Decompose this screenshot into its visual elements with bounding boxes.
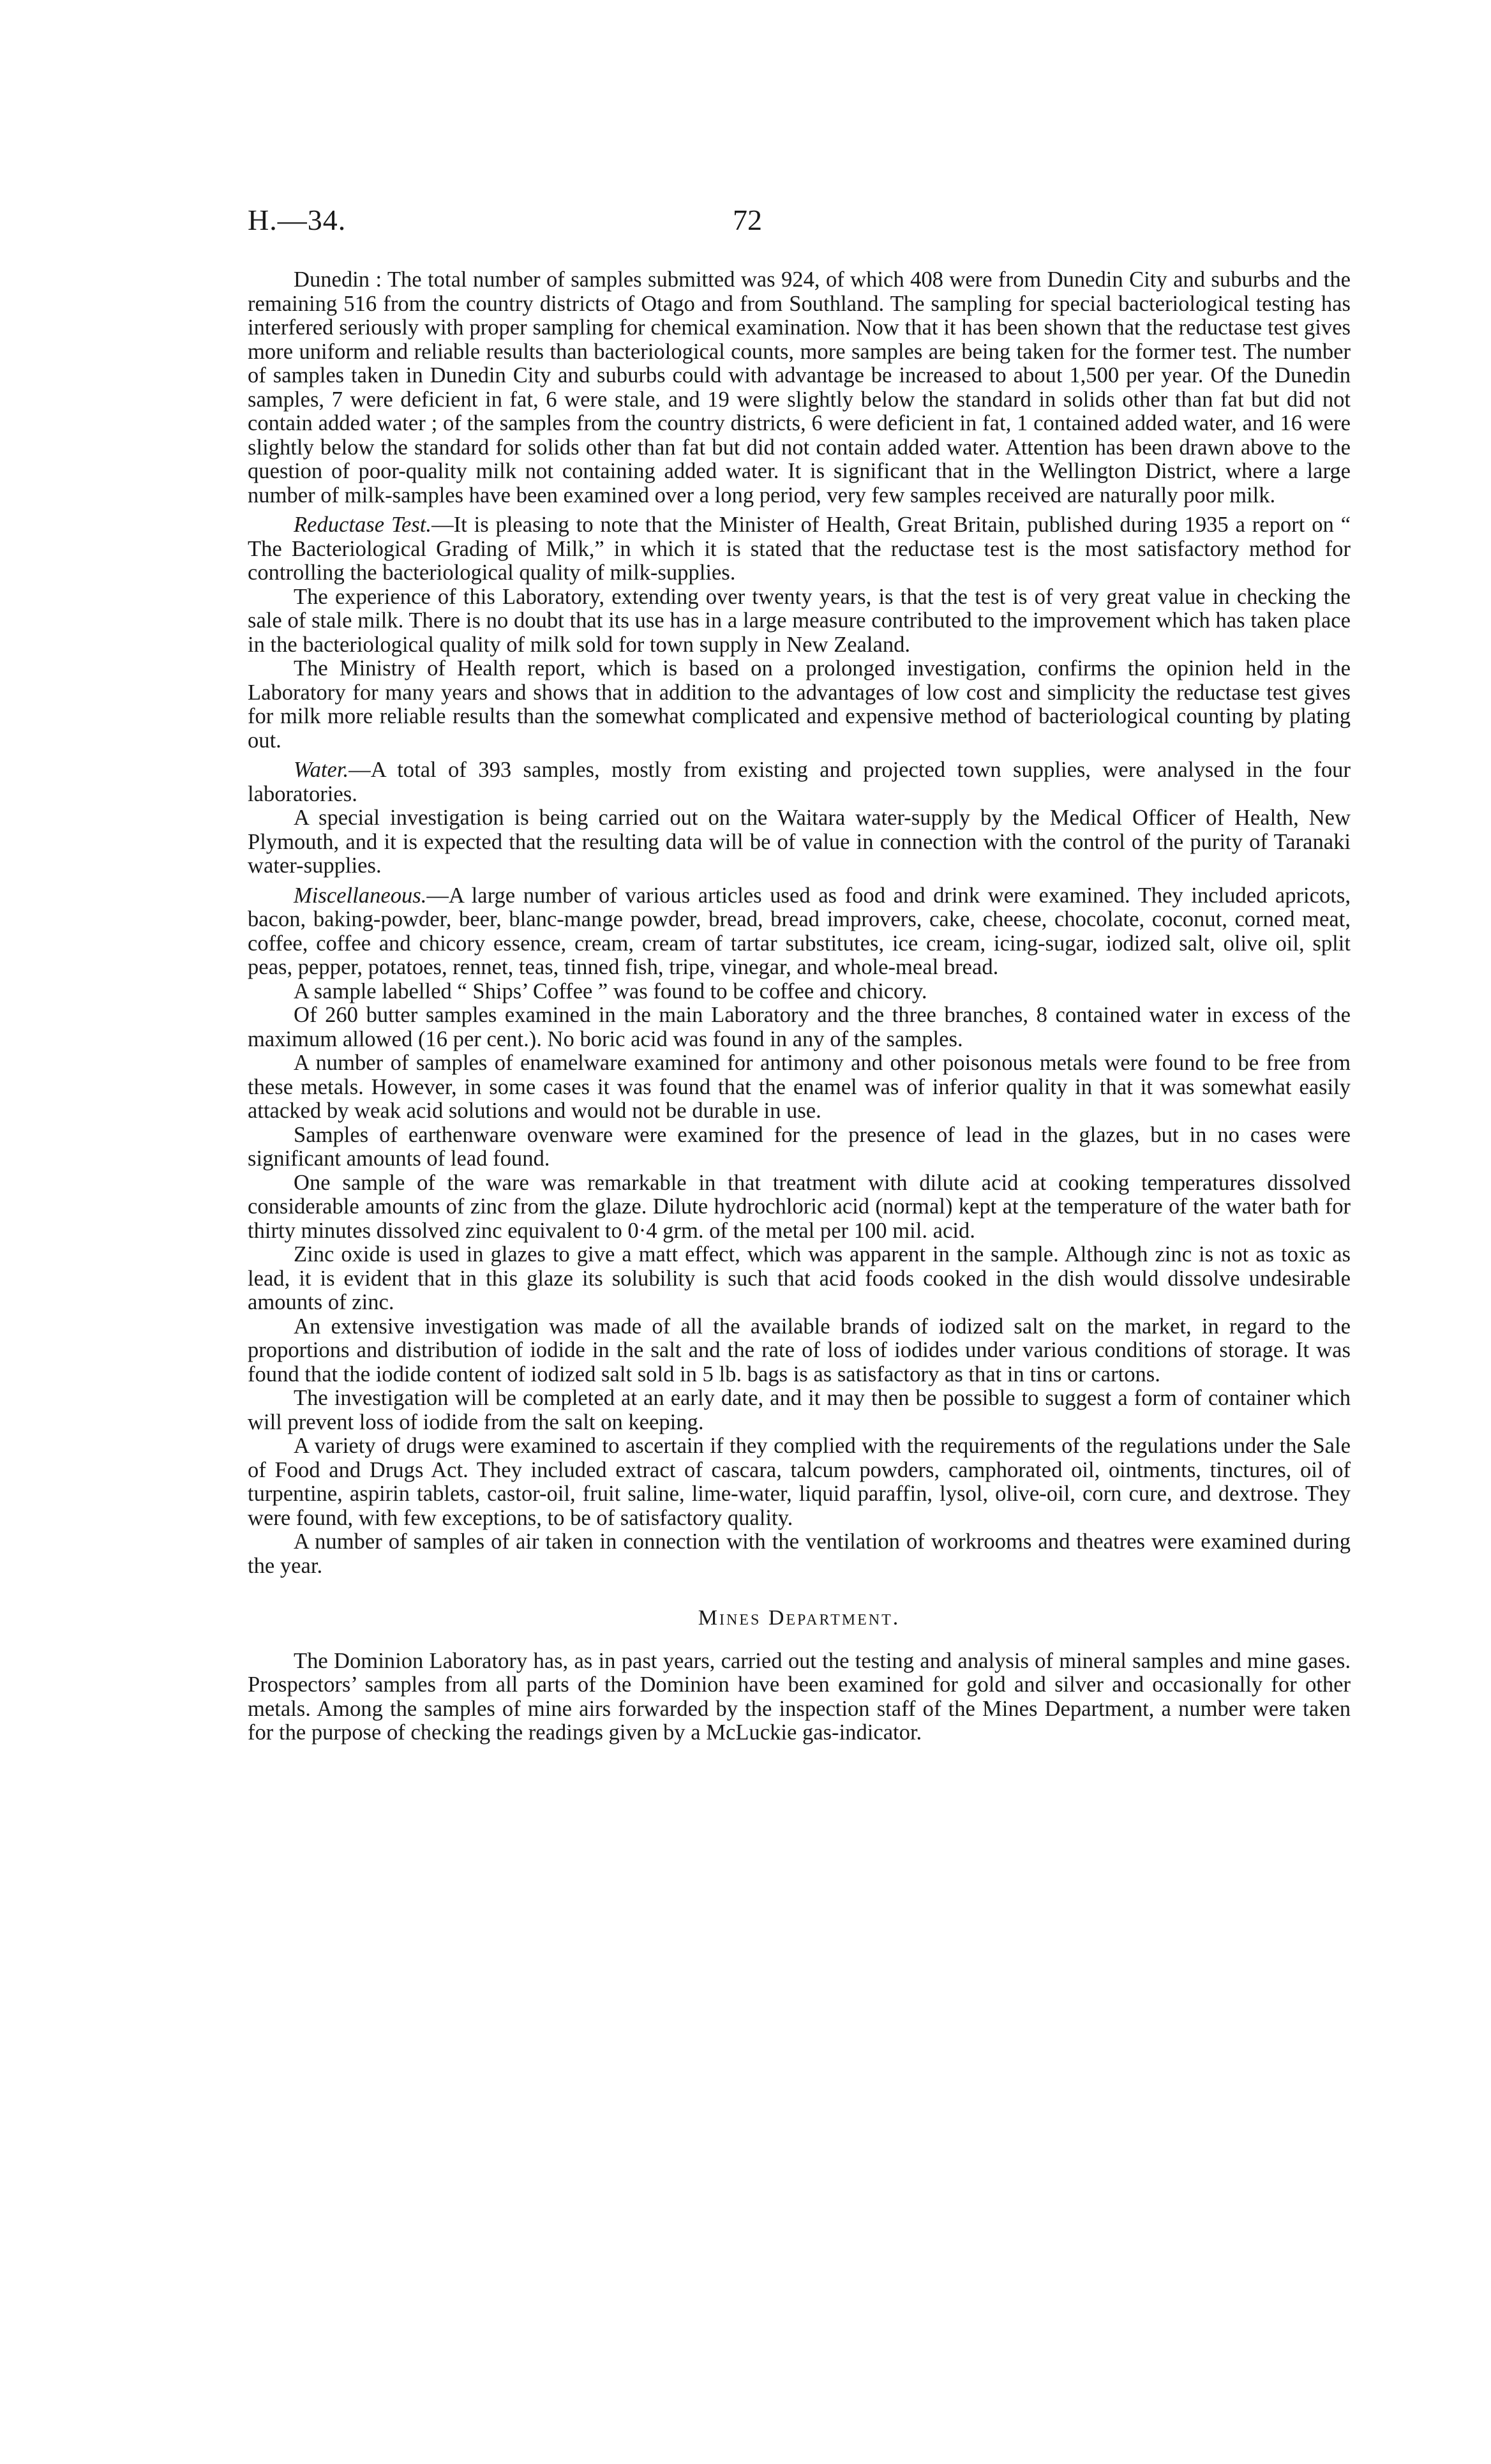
body-text	[248, 268, 1351, 1745]
paragraph-reductase-test	[248, 513, 1351, 585]
reductase-test-title: Reductase Test.	[294, 513, 432, 537]
paragraph-ministry-report: The Ministry of Health report, which is based on a prolonged investigation, confirms the opinion held in the Laboratory for many years and shows that in addition to the advantages of low cost and simplicity the reductase test gives for milk more reliable results than the somewhat complicated and expensive method of bacteriological counting by plating out.	[248, 656, 1351, 753]
paragraph-container: The investigation will be completed at an early date, and it may then be possible to suggest a form of container which will prevent loss of iodide from the salt on keeping.	[248, 1386, 1351, 1434]
water-text: —A total of 393 samples, mostly from existing and projected town supplies, were analysed in the four laboratories.	[248, 758, 1351, 806]
document-reference: H.—34.	[248, 204, 347, 236]
miscellaneous-text: —A large number of various articles used as food and drink were examined. They included apricots, bacon, baking-powder, beer, blanc-mange powder, bread, bread improvers, cake, cheese, chocolate, coconut, corned meat, coffee, coffee and chicory essence, cream, cream of tartar substitutes, ice cream, icing-sugar, iodized salt, olive oil, split peas, pepper, potatoes, rennet, teas, tinned fish, tripe, vinegar, and whole-meal bread.	[248, 883, 1351, 979]
paragraph-water	[248, 758, 1351, 806]
paragraph-earthenware: Samples of earthenware ovenware were examined for the presence of lead in the glazes, but in no cases were significant amounts of lead found.	[248, 1122, 1351, 1171]
paragraph-iodized-salt: An extensive investigation was made of all the available brands of iodized salt on the market, in regard to the proportions and distribution of iodide in the salt and the rate of loss of iodides under various conditions of storage. It was found that the iodide content of iodized salt sold in 5 lb. bags is as satisfactory as that in tins or cartons.	[248, 1314, 1351, 1386]
water-title: Water.	[294, 758, 349, 782]
paragraph-butter: Of 260 butter samples examined in the main Laboratory and the three branches, 8 contained water in excess of the maximum allowed (16 per cent.). No boric acid was found in any of the samples.	[248, 1003, 1351, 1051]
paragraph-ships-coffee: A sample labelled “ Ships’ Coffee ” was found to be coffee and chicory.	[294, 979, 927, 1003]
paragraph-enamelware: A number of samples of enamelware examined for antimony and other poisonous metals were found to be free from these metals. However, in some cases it was found that the enamel was of inferior quality in that it was somewhat easily attacked by weak acid solutions and would not be durable in use.	[248, 1051, 1351, 1123]
page-number: 72	[733, 204, 762, 236]
miscellaneous-title: Miscellaneous.	[294, 883, 427, 908]
paragraph-dunedin: Dunedin : The total number of samples submitted was 924, of which 408 were from Dunedin City and suburbs and the remaining 516 from the country districts of Otago and from Southland. The sampling for special bacteriological testing has interfered seriously with proper sampling for chemical examination. Now that it has been shown that the reductase test gives more uniform and reliable results than bacteriological counts, more samples are being taken for the former test. The number of samples taken in Dunedin City and suburbs could with advantage be increased to about 1,500 per year. Of the Dunedin samples, 7 were deficient in fat, 6 were stale, and 19 were slightly below the standard in solids other than fat but did not contain added water ; of the samples from the country districts, 6 were deficient in fat, 1 contained added water, and 16 were slightly below the standard for solids other than fat but did not contain added water. Attention has been drawn above to the question of poor-quality milk not containing added water. It is significant that in the Wellington District, where a large number of milk-samples have been examined over a long period, very few samples received are naturally poor milk.	[248, 267, 1351, 507]
paragraph-drugs: A variety of drugs were examined to ascertain if they complied with the requirements of the regulations under the Sale of Food and Drugs Act. They included extract of cascara, talcum powders, camphorated oil, ointments, tinctures, oil of turpentine, aspirin tablets, castor-oil, fruit saline, lime-water, liquid paraffin, lysol, olive-oil, corn cure, and dextrose. They were found, with few exceptions, to be of satisfactory quality.	[248, 1434, 1351, 1530]
paragraph-zinc-sample: One sample of the ware was remarkable in that treatment with dilute acid at cooking temperatures dissolved considerable amounts of zinc from the glaze. Dilute hydrochloric acid (normal) kept at the temperature of the water bath for thirty minutes dissolved zinc equivalent to 0·4 grm. of the metal per 100 mil. acid.	[248, 1170, 1351, 1243]
section-heading-mines-department: Mines Department.	[698, 1606, 901, 1630]
paragraph-mines: The Dominion Laboratory has, as in past years, carried out the testing and analysis of mineral samples and mine gases. Prospectors’ samples from all parts of the Dominion have been examined for gold and silver and occasionally for other metals. Among the samples of mine airs forwarded by the inspection staff of the Mines Department, a number were taken for the purpose of checking the readings given by a McLuckie gas-indicator.	[248, 1648, 1351, 1745]
paragraph-waitara: A special investigation is being carried out on the Waitara water-supply by the Medical Officer of Health, New Plymouth, and it is expected that the resulting data will be of value in connection with the control of the purity of Taranaki water-supplies.	[248, 806, 1351, 878]
paragraph-zinc-oxide: Zinc oxide is used in glazes to give a matt effect, which was apparent in the sample. Although zinc is not as toxic as lead, it is evident that in this glaze its solubility is such that acid foods cooked in the dish would dissolve undesirable amounts of zinc.	[248, 1242, 1351, 1314]
paragraph-miscellaneous	[248, 884, 1351, 980]
paragraph-air-samples: A number of samples of air taken in connection with the ventilation of workrooms and theatres were examined during the year.	[248, 1529, 1351, 1578]
paragraph-experience: The experience of this Laboratory, extending over twenty years, is that the test is of very great value in checking the sale of stale milk. There is no doubt that its use has in a large measure contributed to the improvement which has taken place in the bacteriological quality of milk sold for town supply in New Zealand.	[248, 584, 1351, 657]
reductase-test-text: —It is pleasing to note that the Minister of Health, Great Britain, published during 1935 a report on “ The Bacteriological Grading of Milk,” in which it is stated that the reductase test is the most satisfactory method for controlling the bacteriological quality of milk-supplies.	[248, 513, 1351, 585]
